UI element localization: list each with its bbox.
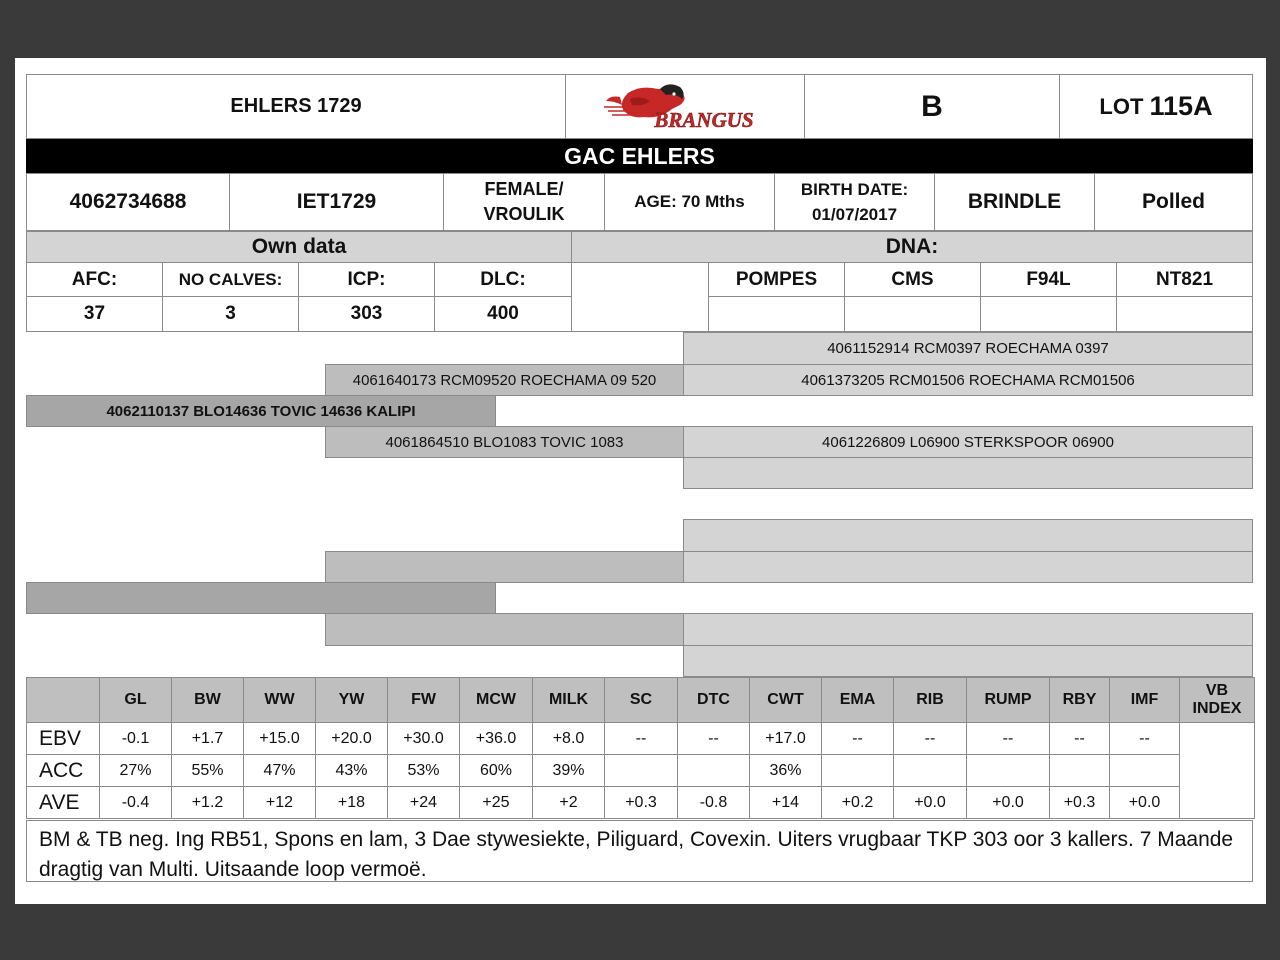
- own-data-header-afc: AFC:: [26, 262, 163, 297]
- ebv-header-ema: EMA: [822, 678, 894, 723]
- dna-header-nt821: NT821: [1116, 262, 1253, 297]
- ave-cell: +14: [750, 787, 822, 819]
- id-code: IET1729: [229, 173, 444, 231]
- own-data-title: Own data: [26, 231, 572, 263]
- ebv-header-cwt: CWT: [750, 678, 822, 723]
- ave-cell: +0.3: [605, 787, 678, 819]
- ebv-cell: --: [1050, 723, 1110, 755]
- birth-date-label: BIRTH DATE:: [800, 180, 909, 199]
- row-label-ebv: EBV: [27, 723, 100, 755]
- page-title: GAC EHLERS: [26, 139, 1253, 173]
- ebv-header-row: [27, 678, 1255, 723]
- ebv-cell: +36.0: [460, 723, 533, 755]
- ebv-header-rib: RIB: [894, 678, 967, 723]
- ebv-cell: --: [1110, 723, 1180, 755]
- ebv-cell: --: [822, 723, 894, 755]
- birth-date-value: 01/07/2017: [811, 205, 898, 224]
- own-data-value-dlc: 400: [434, 296, 572, 332]
- ave-cell: +0.0: [1110, 787, 1180, 819]
- pedigree-sire-sire-dam: 4061373205 RCM01506 ROECHAMA RCM01506: [683, 364, 1253, 396]
- ebv-row: [27, 723, 1255, 755]
- ebv-cell: --: [894, 723, 967, 755]
- sex-line2: VROULIK: [483, 204, 565, 224]
- dna-header-cms: CMS: [844, 262, 981, 297]
- lot-number: 115A: [1149, 91, 1213, 121]
- svg-text:BRANGUS: BRANGUS: [654, 107, 754, 132]
- colour: BRINDLE: [934, 173, 1095, 231]
- ave-cell: +25: [460, 787, 533, 819]
- ebv-cell: +20.0: [316, 723, 388, 755]
- acc-cell: [605, 755, 678, 787]
- ebv-header-mcw: MCW: [460, 678, 533, 723]
- ebv-cell: +8.0: [533, 723, 605, 755]
- acc-cell: [822, 755, 894, 787]
- ebv-cell: -0.1: [100, 723, 172, 755]
- registration-number: 4062734688: [26, 173, 230, 231]
- dna-value-cms: [844, 296, 981, 332]
- lot-sheet: [15, 58, 1266, 904]
- brangus-logo: [565, 74, 805, 139]
- ave-cell: +0.0: [894, 787, 967, 819]
- ebv-cell: --: [678, 723, 750, 755]
- vb-index-line2: INDEX: [1192, 700, 1242, 717]
- sex-line1: FEMALE/: [484, 179, 564, 199]
- remarks: BM & TB neg. Ing RB51, Spons en lam, 3 Dae stywesiekte, Piliguard, Covexin. Uiters vrugbaar TKP 303 oor 3 kallers. 7 Maande dragtig van Multi. Uitsaande loop vermoë.: [26, 820, 1253, 882]
- ebv-header-sc: SC: [605, 678, 678, 723]
- pedigree-dam-sire-dam: [683, 551, 1253, 583]
- own-data-header-calves: NO CALVES:: [162, 262, 299, 297]
- pedigree-dam-dam-dam: [683, 645, 1253, 677]
- ebv-header-vb-index: [1180, 678, 1255, 723]
- acc-cell: 53%: [388, 755, 460, 787]
- acc-cell: [967, 755, 1050, 787]
- own-data-header-dlc: DLC:: [434, 262, 572, 297]
- pedigree-sire: 4062110137 BLO14636 TOVIC 14636 KALIPI: [26, 395, 496, 427]
- own-data-value-calves: 3: [162, 296, 299, 332]
- dna-header-pompes: POMPES: [708, 262, 845, 297]
- ave-cell: +0.3: [1050, 787, 1110, 819]
- acc-row: [27, 755, 1255, 787]
- acc-cell: [678, 755, 750, 787]
- own-data-value-icp: 303: [298, 296, 435, 332]
- ebv-cell: +1.7: [172, 723, 244, 755]
- ave-cell: +18: [316, 787, 388, 819]
- dna-value-nt821: [1116, 296, 1253, 332]
- ebv-header-corner: [27, 678, 100, 723]
- own-data-value-afc: 37: [26, 296, 163, 332]
- ave-row: [27, 787, 1255, 819]
- ave-cell: +0.2: [822, 787, 894, 819]
- acc-cell: 55%: [172, 755, 244, 787]
- ebv-header-gl: GL: [100, 678, 172, 723]
- pedigree-dam-sire-sire: [683, 519, 1253, 552]
- ebv-cell: --: [605, 723, 678, 755]
- acc-cell: 60%: [460, 755, 533, 787]
- row-label-acc: ACC: [27, 755, 100, 787]
- lot-label: [1059, 74, 1253, 139]
- acc-cell: 27%: [100, 755, 172, 787]
- ebv-header-fw: FW: [388, 678, 460, 723]
- ebv-header-dtc: DTC: [678, 678, 750, 723]
- brangus-bull-logo-icon: [600, 79, 770, 135]
- ebv-header-rby: RBY: [1050, 678, 1110, 723]
- ebv-cell: +17.0: [750, 723, 822, 755]
- vb-index-line1: VB: [1205, 682, 1229, 699]
- acc-cell: 47%: [244, 755, 316, 787]
- vb-index-value: [1180, 723, 1255, 819]
- ave-cell: +12: [244, 787, 316, 819]
- age: AGE: 70 Mths: [604, 173, 775, 231]
- acc-cell: 43%: [316, 755, 388, 787]
- ave-cell: +1.2: [172, 787, 244, 819]
- ave-cell: +2: [533, 787, 605, 819]
- ave-cell: +0.0: [967, 787, 1050, 819]
- dna-blank-cell: [571, 262, 709, 332]
- pedigree-sire-dam: 4061864510 BLO1083 TOVIC 1083: [325, 426, 684, 458]
- acc-cell: 36%: [750, 755, 822, 787]
- acc-cell: [1110, 755, 1180, 787]
- pedigree-dam-dam: [325, 613, 684, 646]
- ebv-cell: +15.0: [244, 723, 316, 755]
- pedigree-sire-dam-sire: 4061226809 L06900 STERKSPOOR 06900: [683, 426, 1253, 458]
- ebv-header-bw: BW: [172, 678, 244, 723]
- ebv-header-rump: RUMP: [967, 678, 1050, 723]
- dna-value-pompes: [708, 296, 845, 332]
- pedigree-dam-dam-sire: [683, 613, 1253, 646]
- ebv-header-yw: YW: [316, 678, 388, 723]
- ebv-header-imf: IMF: [1110, 678, 1180, 723]
- animal-name: EHLERS 1729: [26, 74, 566, 139]
- birth-date: [774, 173, 935, 231]
- ebv-header-milk: MILK: [533, 678, 605, 723]
- dna-header-f94l: F94L: [980, 262, 1117, 297]
- pedigree-dam-sire: [325, 551, 684, 583]
- ebv-header-ww: WW: [244, 678, 316, 723]
- row-label-ave: AVE: [27, 787, 100, 819]
- lot-prefix: LOT: [1099, 93, 1150, 119]
- horn-status: Polled: [1094, 173, 1253, 231]
- pedigree-sire-sire: 4061640173 RCM09520 ROECHAMA 09 520: [325, 364, 684, 396]
- sex: [443, 173, 605, 231]
- pedigree-dam: [26, 582, 496, 614]
- ebv-table: [26, 677, 1255, 819]
- acc-cell: 39%: [533, 755, 605, 787]
- ebv-cell: +30.0: [388, 723, 460, 755]
- ave-cell: -0.8: [678, 787, 750, 819]
- ebv-cell: --: [967, 723, 1050, 755]
- acc-cell: [1050, 755, 1110, 787]
- acc-cell: [894, 755, 967, 787]
- own-data-header-icp: ICP:: [298, 262, 435, 297]
- grade-value: B: [804, 74, 1060, 139]
- dna-title: DNA:: [571, 231, 1253, 263]
- ave-cell: +24: [388, 787, 460, 819]
- dna-value-f94l: [980, 296, 1117, 332]
- pedigree-sire-sire-sire: 4061152914 RCM0397 ROECHAMA 0397: [683, 332, 1253, 365]
- ave-cell: -0.4: [100, 787, 172, 819]
- pedigree-sire-dam-dam: [683, 457, 1253, 489]
